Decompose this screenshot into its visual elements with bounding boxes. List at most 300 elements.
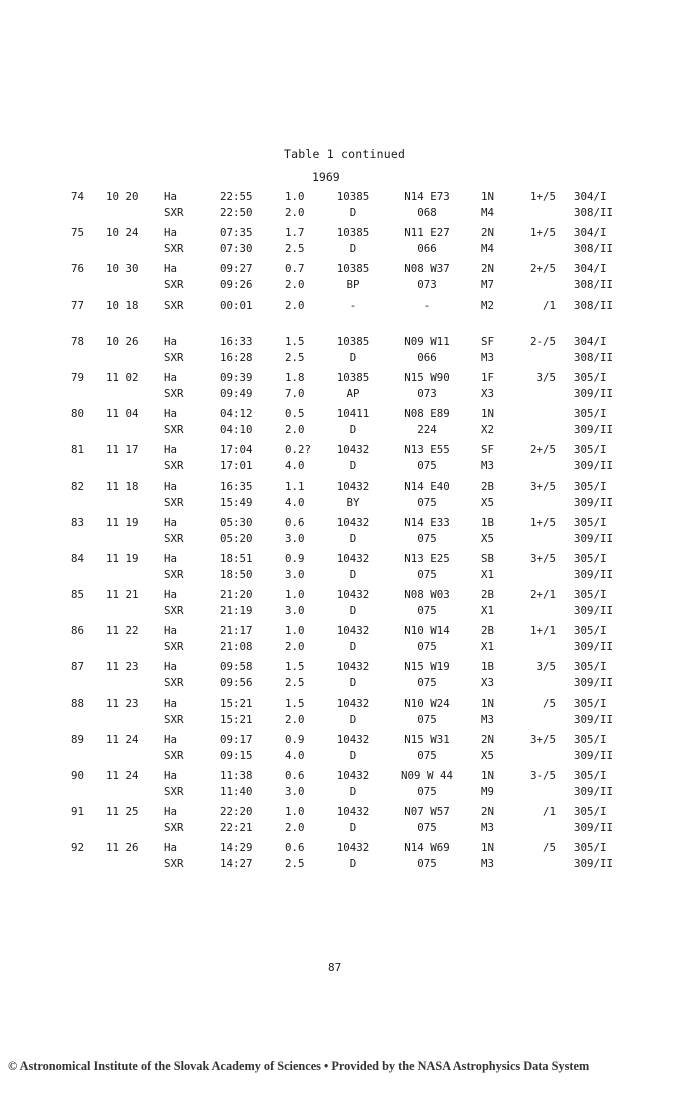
cell-ind: 2+/1	[529, 588, 556, 602]
cell-cls: 1N	[481, 841, 495, 855]
cell-ind: 3-/5	[529, 769, 556, 782]
cell-pos: 075	[417, 640, 437, 654]
cell-noaa: D	[349, 350, 357, 364]
flare-number: 76	[71, 262, 85, 276]
table-row	[0, 624, 682, 660]
cell-cls: 1B	[481, 515, 495, 529]
cell-time: 21:17	[220, 624, 253, 638]
cell-cls: SF	[481, 334, 495, 348]
cell-time: 22:50	[220, 206, 253, 219]
cell-imp: 0.6	[285, 515, 305, 529]
cell-ref: 305/I	[574, 805, 607, 819]
cell-imp: 0.5	[285, 407, 305, 421]
flare-number: 77	[71, 298, 85, 312]
cell-noaa: D	[349, 423, 357, 437]
cell-ref: 308/II	[574, 350, 614, 364]
cell-cls: 1N	[481, 696, 495, 710]
cell-cls: 1B	[481, 660, 495, 674]
cell-cls: 2N	[481, 262, 495, 276]
cell-cls: 2N	[481, 226, 495, 240]
cell-pos: N14 W69	[404, 841, 450, 855]
cell-pos: 075	[417, 821, 437, 835]
cell-imp: 7.0	[285, 386, 305, 400]
cell-ref: 305/I	[574, 443, 607, 457]
cell-obs: Ha	[164, 696, 178, 710]
flare-date: 11 22	[106, 624, 139, 638]
cell-imp: 4.0	[285, 748, 305, 762]
cell-noaa: D	[349, 640, 357, 654]
cell-obs: SXR	[164, 785, 184, 798]
cell-pos: N15 W90	[404, 370, 450, 384]
cell-ref: 308/II	[574, 298, 614, 312]
cell-noaa: D	[349, 857, 357, 871]
cell-noaa: 10432	[336, 841, 370, 855]
table-row	[0, 407, 682, 443]
cell-pos: N14 E33	[404, 515, 450, 529]
table-row	[0, 697, 682, 733]
cell-noaa: D	[349, 712, 357, 726]
flare-date: 10 24	[106, 226, 139, 240]
cell-ind: /1	[542, 298, 556, 312]
cell-noaa: 10385	[336, 226, 370, 240]
table-year: 1969	[312, 170, 340, 184]
cell-imp: 0.9	[285, 732, 305, 746]
table-row	[0, 841, 682, 877]
cell-obs: SXR	[164, 640, 184, 654]
cell-noaa: D	[349, 459, 357, 473]
flare-date: 10 30	[106, 262, 139, 276]
cell-ref: 305/I	[574, 624, 607, 638]
cell-ref: 309/II	[574, 604, 614, 618]
cell-obs: SXR	[164, 604, 184, 618]
cell-time: 09:26	[220, 278, 253, 292]
cell-cls: M7	[481, 278, 495, 292]
cell-imp: 1.0	[285, 805, 305, 819]
cell-cls: X1	[481, 604, 495, 618]
cell-imp: 0.2?	[285, 443, 312, 457]
cell-cls: 2B	[481, 624, 495, 638]
table-row	[0, 371, 682, 407]
cell-imp: 1.7	[285, 226, 305, 240]
cell-obs: SXR	[164, 531, 184, 545]
cell-imp: 0.6	[285, 841, 305, 855]
cell-ref: 305/I	[574, 696, 607, 710]
table-row	[0, 805, 682, 841]
cell-cls: 2B	[481, 479, 495, 493]
cell-ref: 309/II	[574, 459, 614, 473]
cell-imp: 3.0	[285, 567, 305, 581]
flare-number: 87	[71, 660, 85, 674]
cell-ref: 309/II	[574, 386, 614, 400]
cell-noaa: 10432	[336, 515, 370, 529]
cell-obs: Ha	[164, 841, 178, 855]
cell-imp: 2.5	[285, 350, 305, 364]
cell-imp: 1.5	[285, 334, 305, 348]
cell-time: 09:17	[220, 732, 253, 746]
table-row	[0, 660, 682, 696]
flare-number: 90	[71, 769, 85, 782]
flare-date: 11 24	[106, 769, 139, 782]
cell-ind: 3+/5	[529, 732, 556, 746]
cell-imp: 2.0	[285, 640, 305, 654]
cell-ref: 304/I	[574, 190, 607, 203]
cell-ind: 1+/5	[529, 226, 556, 240]
table-title: Table 1 continued	[284, 147, 406, 161]
cell-pos: N14 E40	[404, 479, 450, 493]
flare-date: 11 23	[106, 696, 139, 710]
cell-obs: Ha	[164, 479, 178, 493]
cell-imp: 2.0	[285, 278, 305, 292]
cell-time: 05:20	[220, 531, 253, 545]
cell-obs: SXR	[164, 495, 184, 509]
cell-ref: 305/I	[574, 479, 607, 493]
cell-time: 18:51	[220, 551, 253, 565]
cell-imp: 4.0	[285, 459, 305, 473]
cell-pos: N13 E25	[404, 551, 450, 565]
cell-noaa: 10432	[336, 624, 370, 638]
table-row	[0, 262, 682, 298]
table-row	[0, 733, 682, 769]
cell-cls: SB	[481, 551, 495, 565]
cell-ref: 305/I	[574, 370, 607, 384]
flare-number: 74	[71, 190, 85, 203]
cell-pos: 073	[417, 278, 437, 292]
cell-noaa: D	[349, 567, 357, 581]
cell-ref: 309/II	[574, 567, 614, 581]
cell-pos: 075	[417, 495, 437, 509]
cell-ref: 309/II	[574, 423, 614, 437]
cell-ind: 2+/5	[529, 443, 556, 457]
cell-time: 18:50	[220, 567, 253, 581]
cell-noaa: D	[349, 748, 357, 762]
cell-obs: Ha	[164, 407, 178, 421]
cell-obs: Ha	[164, 732, 178, 746]
cell-cls: M9	[481, 785, 495, 798]
cell-time: 22:20	[220, 805, 253, 819]
cell-pos: 073	[417, 386, 437, 400]
cell-pos: N07 W57	[404, 805, 450, 819]
cell-time: 11:40	[220, 785, 253, 798]
cell-time: 21:08	[220, 640, 253, 654]
cell-imp: 1.8	[285, 370, 305, 384]
cell-obs: SXR	[164, 676, 184, 690]
cell-obs: SXR	[164, 278, 184, 292]
cell-cls: X3	[481, 676, 495, 690]
cell-obs: Ha	[164, 769, 178, 782]
cell-obs: SXR	[164, 206, 184, 219]
cell-imp: 0.9	[285, 551, 305, 565]
cell-ref: 305/I	[574, 769, 607, 782]
flare-date: 10 20	[106, 190, 139, 203]
cell-imp: 3.0	[285, 785, 305, 798]
cell-ind: 2+/5	[529, 262, 556, 276]
cell-obs: SXR	[164, 748, 184, 762]
cell-pos: -	[423, 298, 431, 312]
cell-obs: Ha	[164, 551, 178, 565]
cell-imp: 3.0	[285, 531, 305, 545]
flare-date: 11 19	[106, 551, 139, 565]
cell-imp: 1.5	[285, 660, 305, 674]
cell-pos: 075	[417, 748, 437, 762]
cell-cls: 1N	[481, 190, 495, 203]
cell-obs: SXR	[164, 242, 184, 256]
cell-pos: 066	[417, 350, 437, 364]
cell-imp: 1.5	[285, 696, 305, 710]
cell-time: 15:49	[220, 495, 253, 509]
cell-noaa: 10432	[336, 443, 370, 457]
cell-time: 05:30	[220, 515, 253, 529]
cell-obs: Ha	[164, 226, 178, 240]
flare-date: 11 23	[106, 660, 139, 674]
cell-noaa: D	[349, 604, 357, 618]
cell-imp: 2.0	[285, 423, 305, 437]
flare-number: 86	[71, 624, 85, 638]
table-row	[0, 443, 682, 479]
table-row	[0, 769, 682, 805]
cell-time: 16:33	[220, 334, 253, 348]
cell-pos: N10 W24	[404, 696, 450, 710]
cell-imp: 0.7	[285, 262, 305, 276]
cell-time: 15:21	[220, 696, 253, 710]
table-row	[0, 480, 682, 516]
cell-obs: Ha	[164, 660, 178, 674]
cell-cls: 1N	[481, 769, 495, 782]
cell-ind: 2-/5	[529, 334, 556, 348]
cell-pos: N15 W19	[404, 660, 450, 674]
cell-cls: M2	[481, 298, 495, 312]
cell-ind: 1+/5	[529, 515, 556, 529]
cell-imp: 2.0	[285, 821, 305, 835]
flare-date: 11 17	[106, 443, 139, 457]
cell-cls: X1	[481, 567, 495, 581]
flare-number: 83	[71, 515, 85, 529]
cell-noaa: 10432	[336, 479, 370, 493]
cell-time: 11:38	[220, 769, 253, 782]
cell-cls: M3	[481, 712, 495, 726]
table-row	[0, 335, 682, 371]
cell-cls: M3	[481, 459, 495, 473]
flare-number: 85	[71, 588, 85, 602]
cell-obs: Ha	[164, 262, 178, 276]
cell-cls: 2B	[481, 588, 495, 602]
cell-cls: M4	[481, 242, 495, 256]
cell-noaa: D	[349, 785, 357, 798]
cell-ref: 305/I	[574, 841, 607, 855]
flare-number: 79	[71, 370, 85, 384]
cell-noaa: 10385	[336, 334, 370, 348]
cell-ind: 3/5	[536, 660, 556, 674]
cell-pos: N11 E27	[404, 226, 450, 240]
cell-ref: 305/I	[574, 732, 607, 746]
cell-imp: 2.5	[285, 676, 305, 690]
cell-imp: 1.0	[285, 588, 305, 602]
cell-imp: 3.0	[285, 604, 305, 618]
cell-ref: 309/II	[574, 495, 614, 509]
cell-noaa: 10432	[336, 732, 370, 746]
cell-imp: 1.0	[285, 624, 305, 638]
cell-noaa: 10432	[336, 805, 370, 819]
cell-noaa: 10432	[336, 769, 370, 782]
cell-time: 09:39	[220, 370, 253, 384]
cell-pos: N08 E89	[404, 407, 450, 421]
cell-ind: /1	[542, 805, 556, 819]
cell-imp: 2.0	[285, 298, 305, 312]
cell-pos: 075	[417, 604, 437, 618]
cell-noaa: 10432	[336, 551, 370, 565]
cell-obs: Ha	[164, 805, 178, 819]
cell-obs: Ha	[164, 624, 178, 638]
cell-time: 09:15	[220, 748, 253, 762]
cell-ref: 305/I	[574, 588, 607, 602]
cell-ref: 308/II	[574, 278, 614, 292]
cell-noaa: BY	[346, 495, 360, 509]
cell-pos: 075	[417, 857, 437, 871]
cell-pos: 075	[417, 567, 437, 581]
cell-ref: 309/II	[574, 676, 614, 690]
page-number: 87	[328, 961, 342, 974]
cell-noaa: 10385	[336, 262, 370, 276]
cell-ref: 308/II	[574, 206, 614, 219]
cell-pos: N08 W37	[404, 262, 450, 276]
cell-obs: SXR	[164, 857, 184, 871]
cell-obs: SXR	[164, 821, 184, 835]
cell-time: 16:28	[220, 350, 253, 364]
flare-date: 11 02	[106, 370, 139, 384]
cell-obs: Ha	[164, 190, 178, 203]
cell-cls: X5	[481, 531, 495, 545]
flare-number: 75	[71, 226, 85, 240]
cell-time: 04:10	[220, 423, 253, 437]
cell-time: 14:27	[220, 857, 253, 871]
cell-ref: 309/II	[574, 785, 614, 798]
cell-ref: 305/I	[574, 660, 607, 674]
cell-cls: M3	[481, 350, 495, 364]
cell-time: 07:35	[220, 226, 253, 240]
cell-pos: 068	[417, 206, 437, 219]
cell-cls: X2	[481, 423, 495, 437]
cell-ind: /5	[542, 696, 556, 710]
cell-pos: N14 E73	[404, 190, 450, 203]
cell-pos: 075	[417, 531, 437, 545]
flare-number: 80	[71, 407, 85, 421]
cell-obs: Ha	[164, 334, 178, 348]
cell-cls: X5	[481, 748, 495, 762]
cell-time: 07:30	[220, 242, 253, 256]
cell-ind: /5	[542, 841, 556, 855]
cell-time: 17:01	[220, 459, 253, 473]
cell-time: 09:58	[220, 660, 253, 674]
copyright-footer: © Astronomical Institute of the Slovak Academy of Sciences • Provided by the NASA Astrophysics Data System	[8, 1059, 590, 1073]
cell-pos: 075	[417, 676, 437, 690]
cell-time: 09:56	[220, 676, 253, 690]
cell-time: 15:21	[220, 712, 253, 726]
cell-time: 04:12	[220, 407, 253, 421]
flare-date: 11 26	[106, 841, 139, 855]
flare-date: 11 19	[106, 515, 139, 529]
table-row	[0, 552, 682, 588]
cell-imp: 1.1	[285, 479, 305, 493]
cell-pos: N09 W11	[404, 334, 450, 348]
cell-imp: 2.0	[285, 712, 305, 726]
flare-date: 10 26	[106, 334, 139, 348]
flare-number: 84	[71, 551, 85, 565]
cell-time: 21:20	[220, 588, 253, 602]
table-row	[0, 226, 682, 262]
cell-obs: SXR	[164, 386, 184, 400]
cell-cls: X5	[481, 495, 495, 509]
cell-obs: Ha	[164, 515, 178, 529]
cell-imp: 1.0	[285, 190, 305, 203]
cell-imp: 0.6	[285, 769, 305, 782]
cell-obs: Ha	[164, 443, 178, 457]
table-row	[0, 190, 682, 226]
cell-ind: 3+/5	[529, 551, 556, 565]
cell-time: 00:01	[220, 298, 253, 312]
cell-pos: N08 W03	[404, 588, 450, 602]
cell-time: 21:19	[220, 604, 253, 618]
cell-noaa: 10432	[336, 588, 370, 602]
flare-date: 11 25	[106, 805, 139, 819]
cell-cls: M3	[481, 857, 495, 871]
cell-obs: SXR	[164, 459, 184, 473]
cell-cls: X1	[481, 640, 495, 654]
cell-ref: 309/II	[574, 531, 614, 545]
flare-number: 78	[71, 334, 85, 348]
cell-noaa: D	[349, 821, 357, 835]
flare-table	[0, 190, 682, 878]
table-row	[0, 299, 682, 335]
cell-ref: 309/II	[574, 857, 614, 871]
cell-ind: 1+/5	[529, 190, 556, 203]
cell-cls: M4	[481, 206, 495, 219]
cell-cls: M3	[481, 821, 495, 835]
cell-noaa: D	[349, 242, 357, 256]
cell-noaa: D	[349, 676, 357, 690]
flare-number: 81	[71, 443, 85, 457]
cell-time: 16:35	[220, 479, 253, 493]
cell-time: 17:04	[220, 443, 253, 457]
flare-number: 82	[71, 479, 85, 493]
cell-pos: N10 W14	[404, 624, 450, 638]
flare-date: 11 18	[106, 479, 139, 493]
cell-noaa: 10385	[336, 190, 370, 203]
cell-ref: 305/I	[574, 551, 607, 565]
cell-ref: 304/I	[574, 226, 607, 240]
cell-ref: 309/II	[574, 821, 614, 835]
cell-pos: 066	[417, 242, 437, 256]
cell-noaa: 10385	[336, 370, 370, 384]
flare-date: 11 21	[106, 588, 139, 602]
cell-ref: 304/I	[574, 334, 607, 348]
cell-time: 14:29	[220, 841, 253, 855]
cell-pos: N13 E55	[404, 443, 450, 457]
cell-cls: X3	[481, 386, 495, 400]
cell-imp: 2.0	[285, 206, 305, 219]
cell-ref: 305/I	[574, 515, 607, 529]
flare-date: 10 18	[106, 298, 139, 312]
cell-ref: 304/I	[574, 262, 607, 276]
cell-cls: 2N	[481, 732, 495, 746]
cell-obs: Ha	[164, 370, 178, 384]
cell-ind: 3+/5	[529, 479, 556, 493]
cell-ind: 1+/1	[529, 624, 556, 638]
cell-cls: 1N	[481, 407, 495, 421]
flare-number: 89	[71, 732, 85, 746]
flare-number: 92	[71, 841, 85, 855]
flare-number: 88	[71, 696, 85, 710]
cell-ref: 305/I	[574, 407, 607, 421]
flare-date: 11 24	[106, 732, 139, 746]
